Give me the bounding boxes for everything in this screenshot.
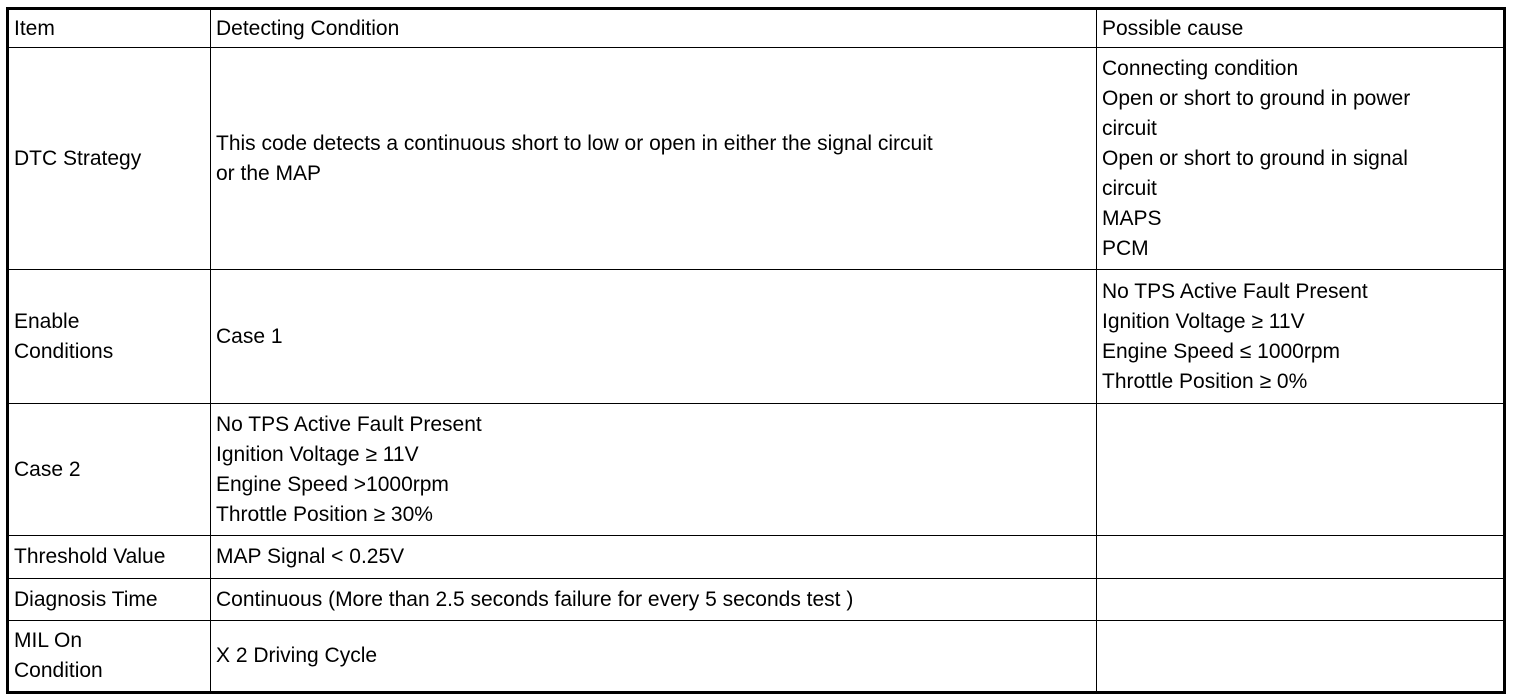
cell-line: PCM bbox=[1102, 236, 1149, 260]
cell-line: Ignition Voltage ≥ 11V bbox=[216, 442, 419, 466]
condition-cell bbox=[211, 579, 1097, 621]
cause-cell bbox=[1097, 579, 1505, 621]
cause-cell bbox=[1097, 404, 1505, 536]
cell-line: circuit bbox=[1102, 116, 1157, 140]
table-row bbox=[8, 536, 1505, 579]
header-item: Item bbox=[8, 9, 211, 48]
cell-line: or the MAP bbox=[216, 161, 322, 185]
table-row bbox=[8, 48, 1505, 270]
cell-line: Engine Speed ≤ 1000rpm bbox=[1102, 339, 1341, 363]
item-cell bbox=[8, 536, 211, 579]
item-cell bbox=[8, 270, 211, 404]
condition-cell bbox=[211, 270, 1097, 404]
cell-line: Ignition Voltage ≥ 11V bbox=[1102, 309, 1305, 333]
cause-cell bbox=[1097, 536, 1505, 579]
cell-line: Throttle Position ≥ 30% bbox=[216, 502, 433, 526]
cell-line: circuit bbox=[1102, 176, 1157, 200]
condition-cell bbox=[211, 621, 1097, 693]
table-header-row bbox=[8, 9, 1505, 48]
cause-cell bbox=[1097, 270, 1505, 404]
cell-line: Case 2 bbox=[14, 457, 81, 481]
condition-cell bbox=[211, 48, 1097, 270]
cell-line: Threshold Value bbox=[14, 545, 166, 568]
item-cell bbox=[8, 579, 211, 621]
cell-line: Throttle Position ≥ 0% bbox=[1102, 369, 1308, 393]
cell-line: Diagnosis Time bbox=[14, 587, 158, 611]
condition-cell bbox=[211, 536, 1097, 579]
dtc-table bbox=[6, 7, 1506, 694]
cell-line: No TPS Active Fault Present bbox=[1102, 279, 1368, 303]
cell-line: MAPS bbox=[1102, 206, 1162, 230]
cell-line: This code detects a continuous short to low or open in either the signal circuit bbox=[216, 131, 933, 155]
cell-line: Enable bbox=[14, 309, 80, 333]
header-possible-cause: Possible cause bbox=[1097, 9, 1505, 48]
cell-line: No TPS Active Fault Present bbox=[216, 412, 482, 436]
cell-line: Open or short to ground in signal bbox=[1102, 146, 1408, 170]
cell-line: MAP Signal < 0.25V bbox=[216, 545, 405, 568]
item-cell bbox=[8, 404, 211, 536]
cell-line: Case 1 bbox=[216, 324, 283, 348]
table-row bbox=[8, 404, 1505, 536]
cell-line: MIL On bbox=[14, 629, 83, 652]
cell-line: DTC Strategy bbox=[14, 146, 142, 170]
table-row bbox=[8, 621, 1505, 693]
header-detecting-condition: Detecting Condition bbox=[211, 9, 1097, 48]
condition-cell bbox=[211, 404, 1097, 536]
cell-line: Continuous (More than 2.5 seconds failure for every 5 seconds test ) bbox=[216, 587, 854, 611]
item-cell bbox=[8, 48, 211, 270]
cell-line: Open or short to ground in power bbox=[1102, 86, 1411, 110]
table-row bbox=[8, 270, 1505, 404]
cause-cell bbox=[1097, 621, 1505, 693]
cell-line: Engine Speed >1000rpm bbox=[216, 472, 449, 496]
table-row bbox=[8, 579, 1505, 621]
cell-line: Connecting condition bbox=[1102, 56, 1299, 80]
cell-line: Conditions bbox=[14, 339, 114, 363]
cell-line: X 2 Driving Cycle bbox=[216, 644, 378, 667]
cell-line: Condition bbox=[14, 659, 103, 682]
cause-cell bbox=[1097, 48, 1505, 270]
item-cell bbox=[8, 621, 211, 693]
